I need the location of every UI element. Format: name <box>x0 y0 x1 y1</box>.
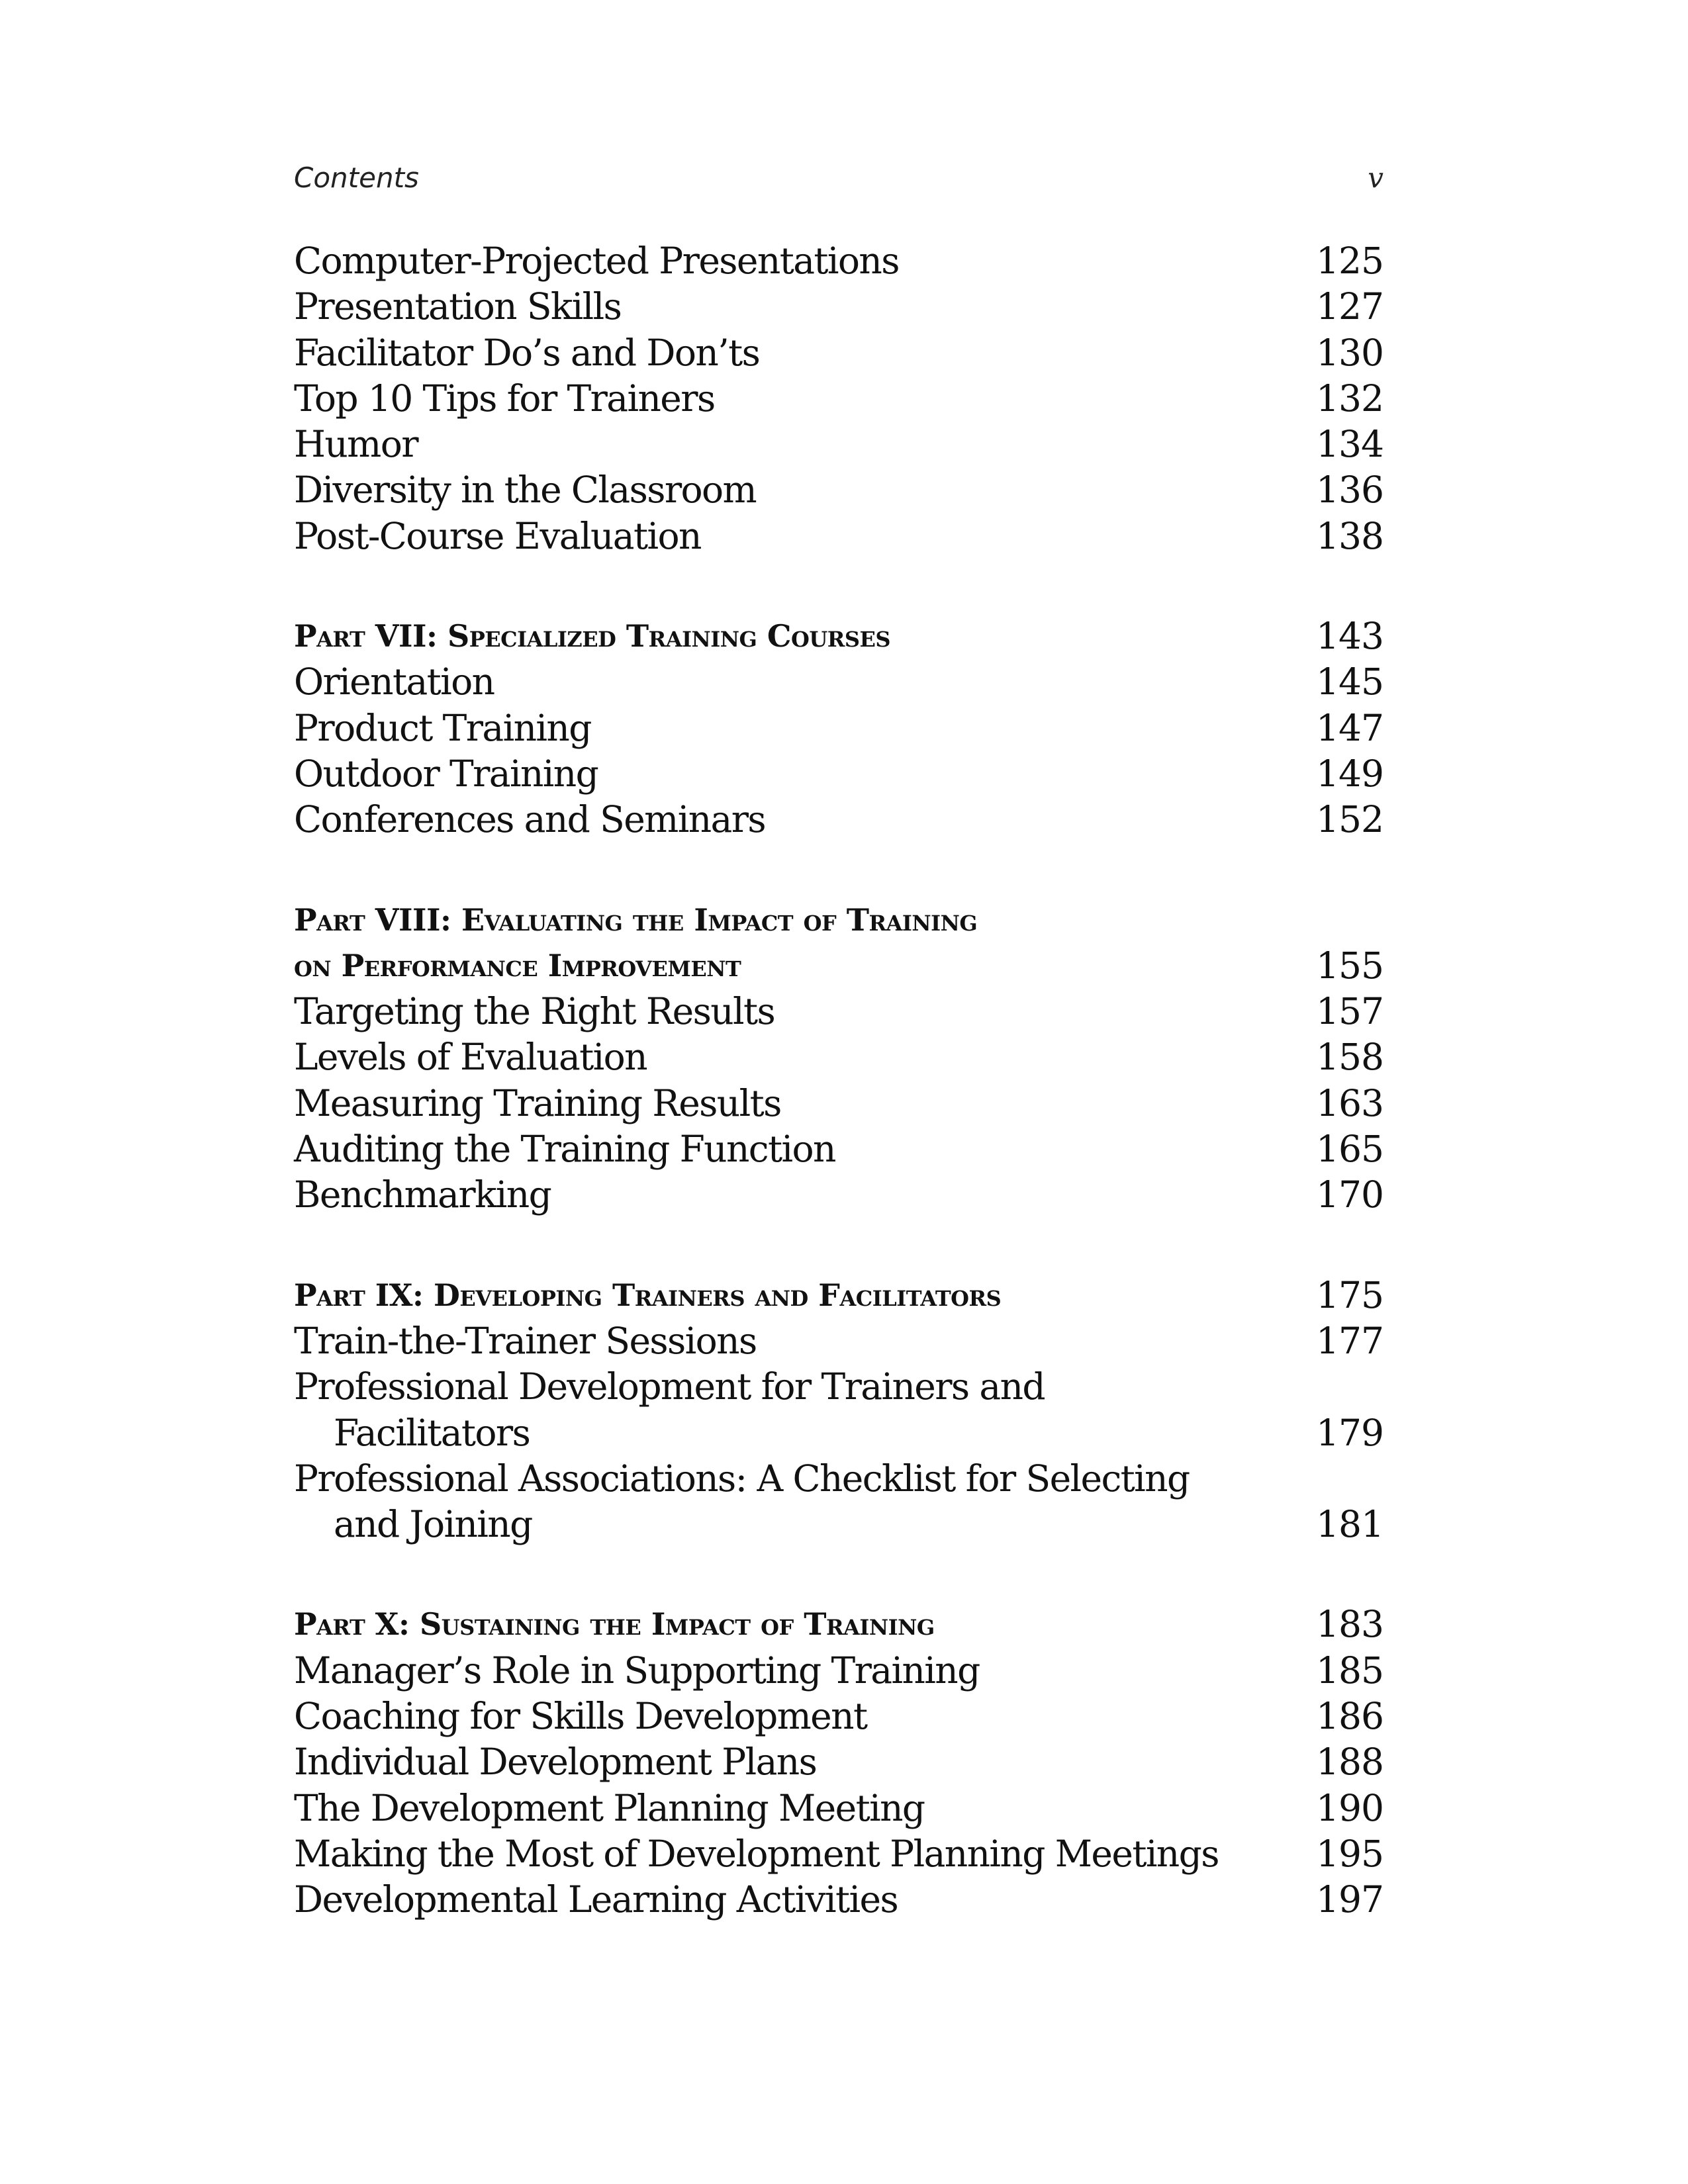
toc-entry-page: 177 <box>1316 1319 1383 1362</box>
toc-entry-continued[interactable] <box>294 1410 1383 1456</box>
toc-entry[interactable] <box>294 284 1383 330</box>
toc-entry[interactable] <box>294 1648 1383 1694</box>
toc-entry-page: 130 <box>1316 331 1383 374</box>
section-spacer <box>294 1547 1383 1602</box>
toc-entry-page: 188 <box>1316 1741 1383 1784</box>
toc-entry-title-line-1: Professional Development for Trainers and <box>294 1365 1045 1408</box>
toc-entry-page: 147 <box>1316 706 1383 749</box>
toc-entry-title: Making the Most of Development Planning Meetings <box>294 1832 1219 1875</box>
toc-entry-page: 186 <box>1316 1695 1383 1738</box>
toc-entry-page: 157 <box>1316 990 1383 1033</box>
toc-entry-page: 190 <box>1316 1786 1383 1829</box>
toc-entry[interactable] <box>294 797 1383 842</box>
toc-entry[interactable] <box>294 1831 1383 1877</box>
toc-entry-page: 165 <box>1316 1128 1383 1171</box>
toc-entry-title: Presentation Skills <box>294 285 622 328</box>
toc-entry-page: 125 <box>1316 240 1383 282</box>
toc-entry-title: Orientation <box>294 660 494 704</box>
toc-entry[interactable] <box>294 1081 1383 1126</box>
toc-entry[interactable] <box>294 238 1383 284</box>
toc-entry-title: Product Training <box>294 706 591 749</box>
toc-part-title: Part X: Sustaining the Impact of Training <box>294 1606 935 1643</box>
toc-part-title: Part VII: Specialized Training Courses <box>294 618 890 655</box>
toc-entry-page: 127 <box>1316 285 1383 328</box>
toc-entry-title: Benchmarking <box>294 1173 551 1216</box>
toc-entry-title: Levels of Evaluation <box>294 1036 647 1079</box>
toc-entry-page: 163 <box>1316 1081 1383 1124</box>
toc-entry[interactable] <box>294 659 1383 705</box>
toc-entry[interactable] <box>294 376 1383 422</box>
toc-entry-title: Measuring Training Results <box>294 1081 781 1124</box>
toc-entry-page: 195 <box>1316 1832 1383 1875</box>
toc-part-heading[interactable] <box>294 897 1383 943</box>
running-head-title: Contents <box>294 161 419 194</box>
toc-entry-page: 181 <box>1316 1503 1383 1546</box>
toc-entry-title: Conferences and Seminars <box>294 798 766 841</box>
toc-entry-page: 138 <box>1316 514 1383 557</box>
toc-entry-page: 158 <box>1316 1036 1383 1079</box>
toc-entry-title: Targeting the Right Results <box>294 990 775 1033</box>
toc-entry-title: Manager’s Role in Supporting Training <box>294 1649 980 1692</box>
toc-entry[interactable] <box>294 514 1383 559</box>
toc-entry[interactable] <box>294 467 1383 513</box>
toc-entry-title: The Development Planning Meeting <box>294 1786 925 1829</box>
toc-entry-title: Humor <box>294 423 418 466</box>
toc-part-page: 155 <box>1316 944 1383 987</box>
toc-entry-title-line-2: and Joining <box>334 1503 532 1546</box>
toc-part-heading[interactable] <box>294 1602 1383 1647</box>
toc-entry-page: 145 <box>1316 660 1383 704</box>
toc-entry-page: 149 <box>1316 752 1383 795</box>
toc-entry-page: 185 <box>1316 1649 1383 1692</box>
toc-part-heading[interactable] <box>294 614 1383 659</box>
toc-entry-page: 152 <box>1316 798 1383 841</box>
toc-entry-page: 197 <box>1316 1878 1383 1921</box>
toc-entry-title-line-1: Professional Associations: A Checklist for Selecting <box>294 1457 1190 1500</box>
toc-part-heading[interactable] <box>294 1273 1383 1318</box>
running-head-page-number: v <box>1368 161 1383 194</box>
toc-entry-title: Computer-Projected Presentations <box>294 240 899 282</box>
table-of-contents <box>294 238 1383 1923</box>
toc-entry[interactable] <box>294 1694 1383 1739</box>
toc-part-page: 183 <box>1316 1603 1383 1646</box>
toc-entry[interactable] <box>294 1456 1383 1502</box>
toc-part-page: 143 <box>1316 615 1383 658</box>
toc-entry-title: Diversity in the Classroom <box>294 469 757 512</box>
toc-entry[interactable] <box>294 1877 1383 1923</box>
toc-entry-page: 134 <box>1316 423 1383 466</box>
toc-entry-title: Train-the-Trainer Sessions <box>294 1319 757 1362</box>
toc-entry[interactable] <box>294 422 1383 467</box>
toc-entry[interactable] <box>294 1364 1383 1410</box>
toc-entry-title: Facilitator Do’s and Don’ts <box>294 331 760 374</box>
section-spacer <box>294 843 1383 897</box>
running-head <box>294 161 1383 199</box>
toc-entry-title-line-2: Facilitators <box>334 1411 530 1454</box>
toc-entry-title: Developmental Learning Activities <box>294 1878 898 1921</box>
toc-entry[interactable] <box>294 705 1383 751</box>
toc-entry[interactable] <box>294 989 1383 1034</box>
toc-entry[interactable] <box>294 1034 1383 1080</box>
toc-entry[interactable] <box>294 751 1383 797</box>
toc-entry[interactable] <box>294 1739 1383 1785</box>
toc-entry[interactable] <box>294 1786 1383 1831</box>
toc-entry-continued[interactable] <box>294 1502 1383 1547</box>
section-spacer <box>294 1218 1383 1273</box>
toc-part-title: Part IX: Developing Trainers and Facilitators <box>294 1277 1002 1313</box>
toc-part-title-line-2: on Performance Improvement <box>294 947 741 983</box>
toc-entry-title: Individual Development Plans <box>294 1741 817 1784</box>
toc-entry[interactable] <box>294 1318 1383 1364</box>
section-spacer <box>294 559 1383 614</box>
toc-entry[interactable] <box>294 330 1383 376</box>
toc-entry-title: Post-Course Evaluation <box>294 514 701 557</box>
toc-entry-page: 179 <box>1316 1411 1383 1454</box>
toc-entry-title: Outdoor Training <box>294 752 598 795</box>
toc-entry[interactable] <box>294 1172 1383 1218</box>
toc-entry-page: 136 <box>1316 469 1383 512</box>
toc-entry-title: Top 10 Tips for Trainers <box>294 377 715 420</box>
toc-entry-page: 170 <box>1316 1173 1383 1216</box>
toc-entry-title: Coaching for Skills Development <box>294 1695 867 1738</box>
toc-part-heading-continued[interactable] <box>294 943 1383 989</box>
toc-entry-page: 132 <box>1316 377 1383 420</box>
toc-part-page: 175 <box>1316 1273 1383 1316</box>
toc-part-title-line-1: Part VIII: Evaluating the Impact of Training <box>294 901 978 938</box>
toc-entry-title: Auditing the Training Function <box>294 1128 835 1171</box>
toc-entry[interactable] <box>294 1126 1383 1172</box>
